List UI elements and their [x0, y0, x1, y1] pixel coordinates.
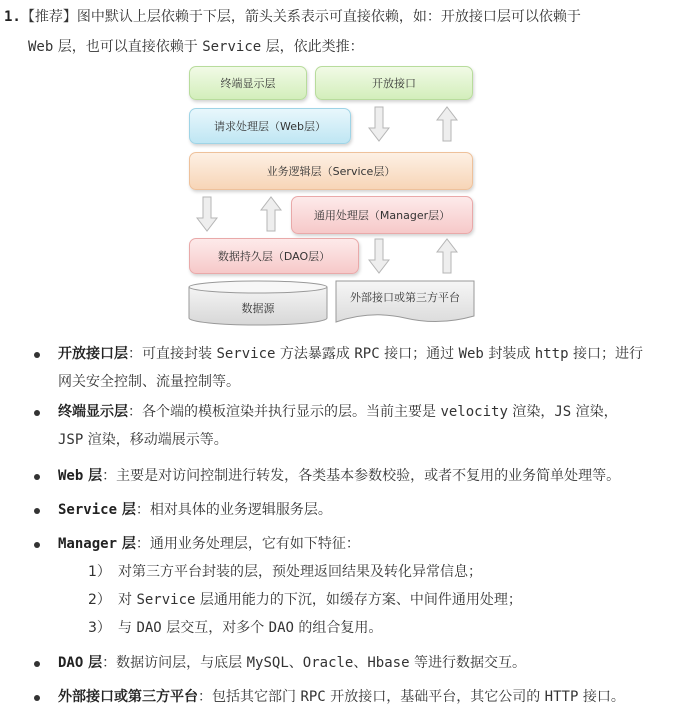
arrow-down-icon — [196, 196, 218, 232]
bullet-dot — [34, 661, 40, 667]
list-item-manager: Manager 层：通用业务处理层，它有如下特征： — [58, 536, 360, 552]
datasource-label: 数据源 — [241, 302, 275, 315]
manager-sub-item-3: 3） 与 DAO 层交互，对多个 DAO 的组合复用。 — [88, 620, 383, 636]
intro-line-1: 1.【推荐】图中默认上层依赖于下层，箭头关系表示可直接依赖，如：开放接口层可以依赖于 — [4, 9, 581, 25]
list-item-service: Service 层：相对具体的业务逻辑服务层。 — [58, 502, 332, 518]
service-layer-box: 业务逻辑层（Service层） — [189, 152, 473, 190]
manager-layer-box: 通用处理层（Manager层） — [291, 196, 473, 234]
layer-diagram — [180, 62, 480, 327]
bullet-dot — [34, 352, 40, 358]
list-item-open-api: 开放接口层：可直接封装 Service 方法暴露成 RPC 接口；通过 Web 封装成 http 接口；进行 网关安全控制、流量控制等。 — [58, 346, 643, 390]
arrow-down-icon — [368, 106, 390, 142]
list-item-external: 外部接口或第三方平台：包括其它部门 RPC 开放接口，基础平台，其它公司的 HTTP 接口。 — [58, 689, 625, 705]
bullet-dot — [34, 410, 40, 416]
bullet-dot — [34, 508, 40, 514]
external-interface-label: 外部接口或第三方平台 — [350, 291, 460, 304]
manager-sub-item-1: 1） 对第三方平台封装的层，预处理返回结果及转化异常信息； — [88, 564, 482, 580]
list-item-dao: DAO 层：数据访问层，与底层 MySQL、Oracle、Hbase 等进行数据交互。 — [58, 655, 526, 671]
dao-layer-box: 数据持久层（DAO层） — [189, 238, 359, 274]
terminal-layer-box: 终端显示层 — [189, 66, 307, 100]
intro-paragraph — [4, 2, 684, 62]
list-item-web: Web 层：主要是对访问控制进行转发，各类基本参数校验，或者不复用的业务简单处理等。 — [58, 468, 621, 484]
open-api-box: 开放接口 — [315, 66, 473, 100]
bullet-dot — [34, 542, 40, 548]
manager-sub-item-2: 2） 对 Service 层通用能力的下沉，如缓存方案、中间件通用处理； — [88, 592, 522, 608]
recommend-tag: 【推荐】 — [20, 9, 77, 25]
intro-line-2: Web 层，也可以直接依赖于 Service 层，依此类推： — [28, 39, 364, 55]
bullet-dot — [34, 695, 40, 701]
list-item-terminal: 终端显示层：各个端的模板渲染并执行显示的层。当前主要是 velocity 渲染，JS 渲染， JSP 渲染，移动端展示等。 — [58, 404, 618, 448]
arrow-up-icon — [260, 196, 282, 232]
arrow-down-icon — [368, 238, 390, 274]
web-layer-box: 请求处理层（Web层） — [189, 108, 351, 144]
list-number: 1. — [4, 9, 21, 25]
arrow-up-icon — [436, 106, 458, 142]
arrow-up-icon — [436, 238, 458, 274]
bullet-dot — [34, 474, 40, 480]
